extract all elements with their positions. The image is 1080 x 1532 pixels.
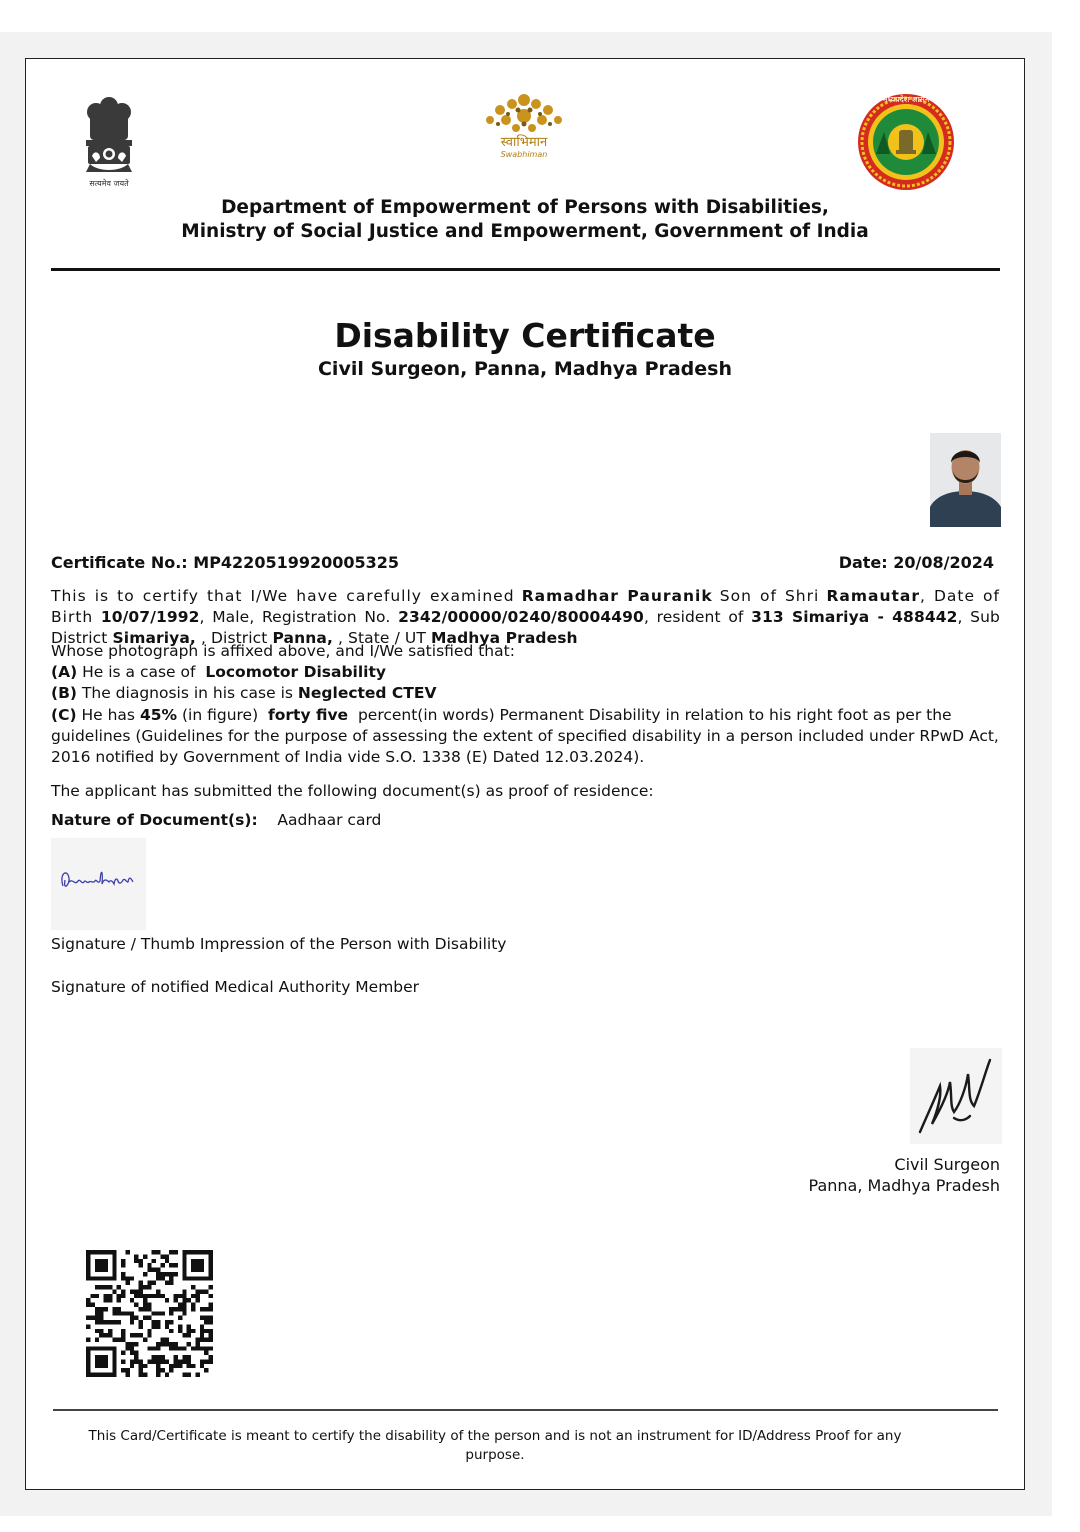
- clause-b-text: The diagnosis in his case is: [81, 684, 293, 702]
- photo-statement: Whose photograph is affixed above, and I/We satisfied that:: [51, 642, 515, 660]
- applicant-signature-box: [51, 838, 146, 930]
- civil-surgeon-block: [809, 1154, 1000, 1196]
- applicant-photo: [930, 433, 1001, 527]
- registration-number: 2342/00000/0240/80004490: [398, 608, 644, 626]
- civil-surgeon-title: Civil Surgeon: [894, 1155, 1000, 1174]
- applicant-name: Ramadhar Pauranik: [521, 587, 713, 605]
- clause-a-label: (A): [51, 663, 78, 681]
- son-of-text: Son of Shri: [719, 587, 820, 605]
- document-value: Aadhaar card: [277, 811, 382, 829]
- date-label: Date:: [838, 553, 888, 572]
- gender-registration-label: , Male, Registration No.: [199, 608, 391, 626]
- clause-a-text: He is a case of: [82, 663, 196, 681]
- department-line-1: Department of Empowerment of Persons with Disabilities,: [221, 197, 829, 218]
- document-label: Nature of Document(s):: [51, 811, 258, 829]
- certificate-number: [51, 553, 399, 572]
- district: Panna,: [272, 629, 333, 647]
- disability-percent-words: forty five: [268, 706, 349, 724]
- sub-district: Simariya,: [112, 629, 196, 647]
- clause-c-guidelines: percent(in words) Permanent Disability in relation to his right foot as per the guidelines (Guidelines for the purpose of assessing the extent of specified disability in a person included under RPwD Act, 2016 notified by Government of India vide S.O. 1338 (E) Dated 12.03.2024).: [51, 706, 999, 766]
- national-emblem: [78, 92, 140, 188]
- clause-c: [51, 705, 1000, 768]
- date-value: 20/08/2024: [893, 553, 994, 572]
- emblem-motto: सत्यमेव जयते: [89, 179, 129, 188]
- civil-surgeon-signature-icon: [910, 1048, 1002, 1144]
- civil-surgeon-signature: [910, 1048, 1002, 1144]
- certificate-number-label: Certificate No.:: [51, 553, 188, 572]
- in-figure-label: (in figure): [182, 706, 259, 724]
- proof-statement: The applicant has submitted the following document(s) as proof of residence:: [51, 782, 654, 800]
- diagnosis: Neglected CTEV: [297, 684, 437, 702]
- date-of-birth: 10/07/1992: [100, 608, 200, 626]
- person-photo-icon: [930, 433, 1001, 527]
- state: Madhya Pradesh: [430, 629, 578, 647]
- mp-emblem-text: मध्यप्रदेश शासन: [882, 95, 930, 104]
- department-line-2: Ministry of Social Justice and Empowerment, Government of India: [181, 221, 869, 242]
- mp-government-emblem: [856, 92, 956, 192]
- sub-district-label: , Sub District: [51, 608, 1000, 647]
- clause-c-text: He has: [81, 706, 136, 724]
- state-label: , State / UT: [337, 629, 426, 647]
- swabhiman-logo: [478, 90, 570, 168]
- resident-of-label: , resident of: [643, 608, 744, 626]
- clause-b: [51, 683, 1000, 704]
- qr-code: [86, 1250, 213, 1377]
- certificate-number-value: MP4220519920005325: [193, 553, 400, 572]
- footer-disclaimer: This Card/Certificate is meant to certify the disability of the person and is not an instrument for ID/Address Proof for any purpose.: [88, 1428, 902, 1463]
- dob-label: , Date of Birth: [51, 587, 1000, 626]
- certificate-subtitle: Civil Surgeon, Panna, Madhya Pradesh: [317, 358, 733, 380]
- clause-a: [51, 662, 1000, 683]
- applicant-signature-icon: [51, 838, 146, 930]
- disability-type: Locomotor Disability: [205, 663, 386, 681]
- clause-c-label: (C): [51, 706, 77, 724]
- medical-authority-caption: Signature of notified Medical Authority Member: [51, 978, 420, 996]
- swabhiman-subtext: Swabhiman: [500, 150, 548, 159]
- certificate-date: [839, 553, 994, 572]
- certification-intro: [51, 586, 1000, 649]
- certificate-title: Disability Certificate: [334, 316, 716, 355]
- address: 313 Simariya - 488442: [751, 608, 958, 626]
- footer-divider: [53, 1409, 998, 1411]
- document-nature: [51, 810, 1000, 831]
- district-label: , District: [200, 629, 268, 647]
- father-name: Ramautar: [826, 587, 920, 605]
- civil-surgeon-location: Panna, Madhya Pradesh: [808, 1176, 1000, 1195]
- clause-b-label: (B): [51, 684, 77, 702]
- applicant-signature-caption: Signature / Thumb Impression of the Person with Disability: [51, 935, 507, 953]
- mp-seal-icon: [856, 92, 956, 192]
- swabhiman-text: स्वाभिमान: [500, 135, 548, 150]
- lion-capital-icon: [78, 92, 140, 178]
- disability-percent: 45%: [139, 706, 178, 724]
- intro-text: This is to certify that I/We have carefully examined: [51, 587, 515, 605]
- header-divider: [51, 268, 1000, 271]
- qr-code-icon: [86, 1250, 213, 1377]
